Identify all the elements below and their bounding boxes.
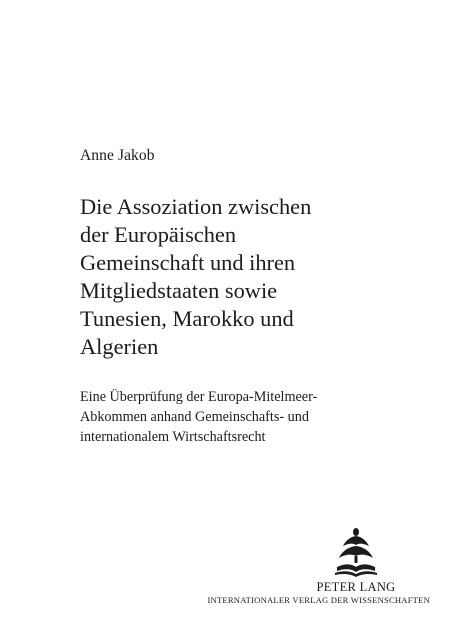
title-line: der Europäischen — [80, 222, 237, 247]
subtitle-line: Abkommen anhand Gemeinschafts- und — [80, 409, 309, 425]
book-title — [80, 193, 440, 361]
title-line: Gemeinschaft und ihren — [80, 250, 296, 275]
peter-lang-tree-logo-icon — [331, 527, 381, 579]
title-line: Die Assoziation zwischen — [80, 194, 312, 219]
book-subtitle — [80, 387, 440, 447]
publisher-tagline: INTERNATIONALER VERLAG DER WISSENSCHAFTEN — [207, 595, 430, 605]
title-line: Tunesien, Marokko und — [80, 306, 294, 331]
title-line: Mitgliedstaaten sowie — [80, 278, 278, 303]
author-name: Anne Jakob — [80, 147, 155, 164]
publisher-name: PETER LANG — [316, 580, 396, 594]
subtitle-line: internationalem Wirtschaftsrecht — [80, 429, 266, 445]
subtitle-line: Eine Überprüfung der Europa-Mitelmeer- — [80, 389, 318, 405]
title-line: Algerien — [80, 334, 159, 359]
